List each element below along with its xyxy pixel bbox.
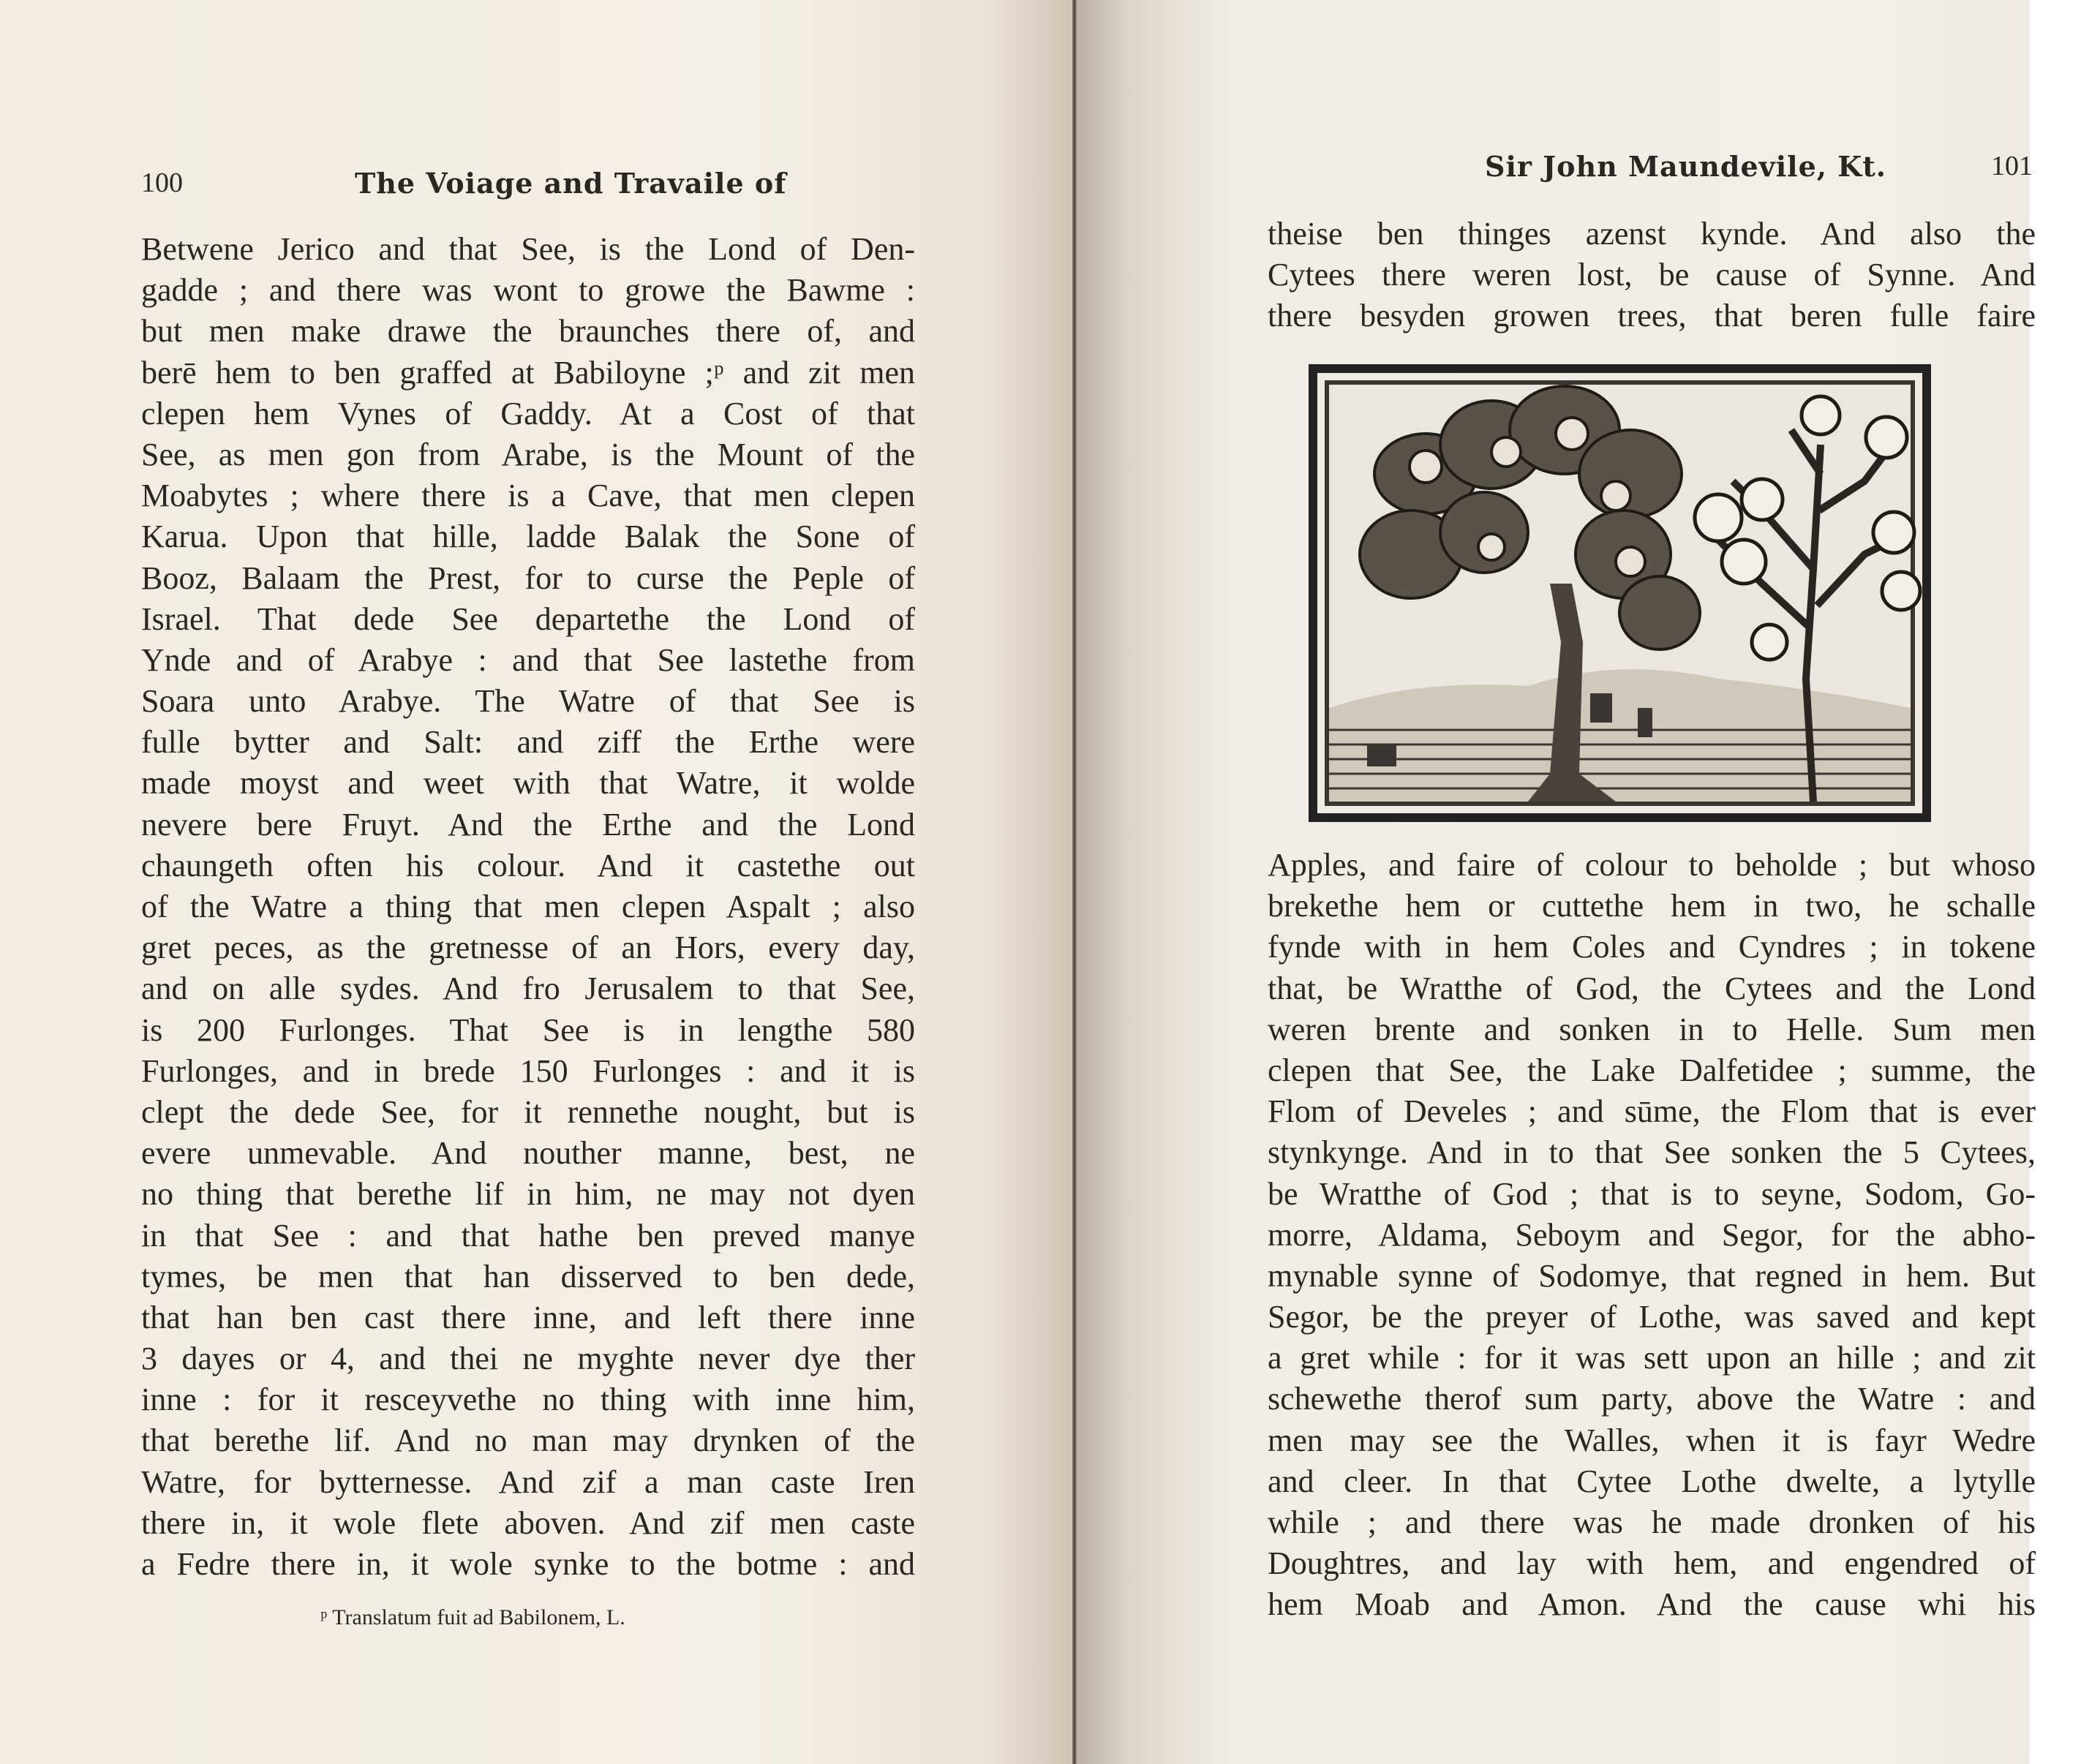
- left-text-line: of the Watre a thing that men clepen Aspalt ; also: [141, 889, 915, 924]
- left-text-line: that berethe lif. And no man may drynken of the: [141, 1422, 915, 1459]
- left-text-line: and on alle sydes. And fro Jerusalem to that See,: [141, 970, 915, 1007]
- right-text-top-line: Cytees there weren lost, be cause of Synne. And: [1268, 257, 2036, 293]
- left-text-line: evere unmevable. And nouther manne, best, ne: [141, 1135, 915, 1172]
- left-text-line: Booz, Balaam the Prest, for to curse the Peple of: [141, 559, 915, 596]
- right-text-bottom-line: Apples, and faire of colour to beholde ; but whoso: [1268, 847, 2036, 883]
- left-text-line: gret peces, as the gretnesse of an Hors, every day,: [141, 930, 915, 966]
- running-head-right: Sir John Maundevile, Kt.: [1485, 150, 1887, 183]
- left-text-line: made moyst and weet with that Watre, it wolde: [141, 765, 915, 802]
- right-text-bottom-line: be Wratthe of God ; that is to seyne, Sodom, Go-: [1268, 1175, 2036, 1212]
- left-text-line: berē hem to ben graffed at Babiloyne ;ᵖ and zit men: [141, 354, 915, 391]
- left-text-line: no thing that berethe lif in him, ne may not dyen: [141, 1176, 915, 1213]
- left-text-line: chaungeth often his colour. And it castethe out: [141, 847, 915, 883]
- right-text-top-line: theise ben thinges azenst kynde. And also the: [1268, 216, 2036, 252]
- page-number-left: 100: [141, 167, 183, 198]
- right-text-bottom-line: that, be Wratthe of God, the Cytees and the Lond: [1268, 970, 2036, 1006]
- left-text-line: Soara unto Arabye. The Watre of that See is: [141, 683, 915, 720]
- left-body-text: [141, 229, 915, 1585]
- right-text-bottom-line: while ; and there was he made dronken of his: [1268, 1504, 2036, 1540]
- right-text-top-line: there besyden growen trees, that beren fulle faire: [1268, 298, 2036, 334]
- left-text-line: that han ben cast there inne, and left there inne: [141, 1299, 915, 1335]
- right-text-bottom-line: fynde with in hem Coles and Cyndres ; in tokene: [1268, 929, 2036, 965]
- left-text-line: a Fedre there in, it wole synke to the botme : and: [141, 1546, 915, 1582]
- woodcut-illustration: [1309, 364, 1931, 822]
- left-text-line: Betwene Jerico and that See, is the Lond of Den-: [141, 231, 915, 267]
- right-text-bottom-line: hem Moab and Amon. And the cause whi his: [1268, 1586, 2036, 1623]
- left-text-line: Watre, for bytternesse. And zif a man caste Iren: [141, 1463, 915, 1500]
- right-text-bottom-line: schewethe therof sum party, above the Watre : and: [1268, 1381, 2036, 1417]
- scan-margin: [2030, 0, 2081, 1764]
- book-gutter: [1072, 0, 1077, 1764]
- left-text-line: Karua. Upon that hille, ladde Balak the Sone of: [141, 519, 915, 555]
- right-body-text-top: [1268, 214, 2036, 337]
- left-text-line: Israel. That dede See departethe the Lond of: [141, 600, 915, 637]
- footnote: ᵖ Translatum fuit ad Babilonem, L.: [320, 1605, 625, 1629]
- right-body-text-bottom: [1268, 845, 2036, 1626]
- left-text-line: clept the dede See, for it rennethe nought, but is: [141, 1093, 915, 1130]
- left-text-line: in that See : and that hathe ben preved manye: [141, 1217, 915, 1254]
- left-text-line: gadde ; and there was wont to growe the Bawme :: [141, 272, 915, 309]
- left-text-line: inne : for it resceyvethe no thing with inne him,: [141, 1382, 915, 1418]
- left-text-line: clepen hem Vynes of Gaddy. At a Cost of that: [141, 395, 915, 431]
- left-text-line: nevere bere Fruyt. And the Erthe and the Lond: [141, 806, 915, 843]
- right-text-bottom-line: and cleer. In that Cytee Lothe dwelte, a lytylle: [1268, 1463, 2036, 1499]
- left-text-line: is 200 Furlonges. That See is in lengthe 580: [141, 1011, 915, 1048]
- right-text-bottom-line: Doughtres, and lay with hem, and engendred of: [1268, 1545, 2036, 1582]
- right-text-bottom-line: brekethe hem or cuttethe hem in two, he schalle: [1268, 888, 2036, 924]
- right-text-bottom-line: men may see the Walles, when it is fayr Wedre: [1268, 1422, 2036, 1458]
- right-text-bottom-line: weren brente and sonken in to Helle. Sum men: [1268, 1011, 2036, 1047]
- left-text-line: but men make drawe the braunches there of, and: [141, 313, 915, 350]
- right-text-bottom-line: a gret while : for it was sett upon an hille ; and zit: [1268, 1340, 2036, 1376]
- right-text-bottom-line: mynable synne of Sodomye, that regned in hem. But: [1268, 1257, 2036, 1294]
- left-text-line: Moabytes ; where there is a Cave, that men clepen: [141, 478, 915, 514]
- left-text-line: tymes, be men that han disserved to ben dede,: [141, 1258, 915, 1294]
- left-text-line: See, as men gon from Arabe, is the Mount of the: [141, 436, 915, 472]
- left-text-line: Furlonges, and in brede 150 Furlonges : and it is: [141, 1052, 915, 1089]
- left-text-line: there in, it wole flete aboven. And zif men caste: [141, 1504, 915, 1541]
- left-text-line: 3 dayes or 4, and thei ne myghte never dye ther: [141, 1341, 915, 1377]
- right-text-bottom-line: clepen that See, the Lake Dalfetidee ; summe, the: [1268, 1052, 2036, 1088]
- page-number-right: 101: [1991, 151, 2033, 181]
- running-head-left: The Voiage and Travaile of: [355, 167, 787, 200]
- right-text-bottom-line: stynkynge. And in to that See sonken the 5 Cytees,: [1268, 1134, 2036, 1171]
- left-text-line: fulle bytter and Salt: and ziff the Erthe were: [141, 724, 915, 761]
- right-text-bottom-line: Segor, be the preyer of Lothe, was saved and kept: [1268, 1299, 2036, 1335]
- right-text-bottom-line: Flom of Develes ; and sūme, the Flom that is ever: [1268, 1093, 2036, 1130]
- left-text-line: Ynde and of Arabye : and that See lastethe from: [141, 641, 915, 678]
- right-text-bottom-line: morre, Aldama, Seboym and Segor, for the abho-: [1268, 1216, 2036, 1253]
